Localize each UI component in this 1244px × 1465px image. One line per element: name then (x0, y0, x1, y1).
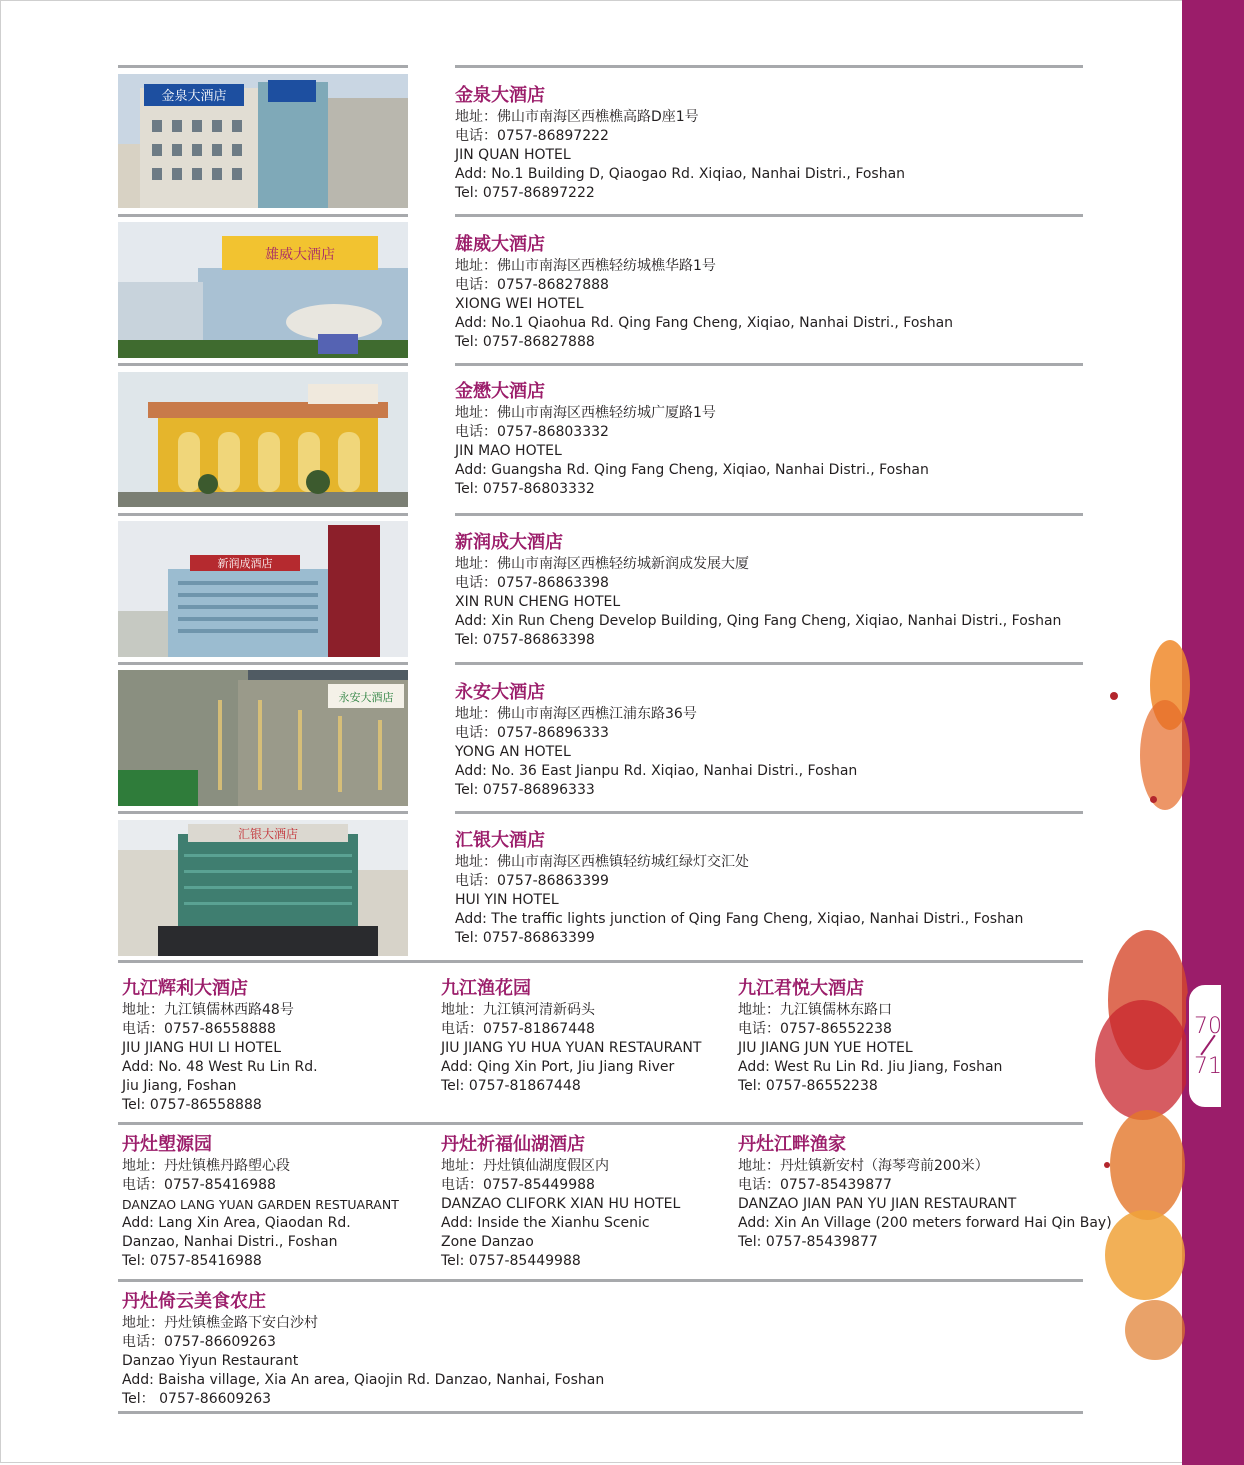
hotel-address-cn: 地址：佛山市南海区西樵樵高路D座1号 (455, 109, 699, 125)
listing-line: Tel: 0757-85416988 (122, 1253, 262, 1269)
listing-line: Tel: 0757-86558888 (122, 1097, 262, 1113)
divider (118, 960, 1083, 963)
listing-line: DANZAO JIAN PAN YU JIAN RESTAURANT (738, 1196, 1017, 1212)
listing-line: Tel： 0757-86609263 (122, 1391, 272, 1407)
listing-line: 地址：丹灶镇仙湖度假区内 (441, 1158, 609, 1174)
listing-line: 电话：0757-85449988 (441, 1177, 595, 1193)
hotel-address-en: Add: The traffic lights junction of Qing Fang Cheng, Xiqiao, Nanhai Distri., Foshan (455, 911, 1024, 927)
listing-line: 电话：0757-85416988 (122, 1177, 276, 1193)
listing-line: Tel: 0757-81867448 (441, 1078, 581, 1094)
hotel-photo-jin-mao (118, 372, 408, 507)
divider (455, 513, 1083, 516)
listing-line: 电话：0757-81867448 (441, 1021, 595, 1037)
hotel-name-en: XIN RUN CHENG HOTEL (455, 594, 621, 610)
listing-line: 地址：丹灶镇樵丹路塱心段 (122, 1158, 290, 1174)
hotel-sign-text: 雄威大酒店 (265, 247, 335, 263)
divider (118, 1279, 1083, 1282)
listing-line: Tel: 0757-85439877 (738, 1234, 878, 1250)
hotel-phone-cn: 电话：0757-86827888 (455, 277, 609, 293)
hotel-photo-jin-quan (118, 74, 408, 208)
hotel-phone-cn: 电话：0757-86863399 (455, 873, 609, 889)
hotel-name: 金懋大酒店 (455, 381, 545, 402)
hotel-name: 永安大酒店 (455, 682, 545, 703)
listing-line: 电话：0757-86558888 (122, 1021, 276, 1037)
listing-line: 地址：九江镇河清新码头 (441, 1002, 595, 1018)
hotel-address-cn: 地址：佛山市南海区西樵镇轻纺城红绿灯交汇处 (455, 854, 749, 870)
listing-name: 丹灶倚云美食农庄 (122, 1291, 266, 1312)
listing-name: 九江辉利大酒店 (122, 978, 248, 999)
listing-line: 地址：九江镇儒林西路48号 (122, 1002, 294, 1018)
hotel-name-en: JIN MAO HOTEL (455, 443, 562, 459)
listing-line: Add: Xin An Village (200 meters forward Hai Qin Bay) (738, 1215, 1112, 1231)
hotel-sign-text: 汇银大酒店 (237, 827, 299, 841)
hotel-name-en: YONG AN HOTEL (455, 744, 571, 760)
divider (118, 1122, 1083, 1125)
listing-line: JIU JIANG HUI LI HOTEL (122, 1040, 282, 1056)
listing-jiu-jiang-yu-hua-yuan (441, 977, 701, 1096)
hotel-photo-yong-an (118, 670, 408, 806)
hotel-name: 雄威大酒店 (455, 234, 545, 255)
hotel-phone-en: Tel: 0757-86827888 (455, 334, 595, 350)
hotel-sign-text: 永安大酒店 (338, 691, 394, 704)
hotel-entry-yong-an (455, 681, 857, 800)
hotel-name-en: XIONG WEI HOTEL (455, 296, 584, 312)
listing-line: 地址：丹灶镇新安村（海琴弯前200米） (738, 1158, 989, 1174)
listing-line: Danzao Yiyun Restaurant (122, 1353, 299, 1369)
hotel-entry-xin-run-cheng (455, 531, 1061, 650)
hotel-address-cn: 地址：佛山市南海区西樵轻纺城新润成发展大厦 (455, 556, 749, 572)
divider (118, 811, 408, 814)
page-sidebar (1182, 0, 1244, 1465)
listing-name: 丹灶祈福仙湖酒店 (441, 1134, 585, 1155)
hotel-address-en: Add: No. 36 East Jianpu Rd. Xiqiao, Nanhai Distri., Foshan (455, 763, 858, 779)
listing-line: DANZAO CLIFORK XIAN HU HOTEL (441, 1196, 681, 1212)
divider (118, 662, 408, 665)
hotel-photo-hui-yin (118, 820, 408, 956)
hotel-entry-hui-yin (455, 829, 1023, 948)
listing-danzao-yiyun (122, 1290, 604, 1409)
hotel-entry-xiong-wei (455, 233, 953, 352)
listing-line: Add: Lang Xin Area, Qiaodan Rd. (122, 1215, 351, 1231)
divider (118, 214, 408, 217)
listing-line: Zone Danzao (441, 1234, 534, 1250)
divider (118, 65, 408, 68)
hotel-address-cn: 地址：佛山市南海区西樵轻纺城广厦路1号 (455, 405, 716, 421)
listing-line: 电话：0757-86552238 (738, 1021, 892, 1037)
hotel-name: 金泉大酒店 (455, 85, 545, 106)
hotel-photo-xiong-wei (118, 222, 408, 358)
listing-name: 丹灶江畔渔家 (738, 1134, 846, 1155)
divider (455, 214, 1083, 217)
listing-jiu-jiang-hui-li (122, 977, 318, 1115)
listing-line: JIU JIANG JUN YUE HOTEL (738, 1040, 913, 1056)
listing-name: 九江渔花园 (441, 978, 531, 999)
hotel-address-en: Add: Xin Run Cheng Develop Building, Qing Fang Cheng, Xiqiao, Nanhai Distri., Foshan (455, 613, 1062, 629)
listing-jiu-jiang-jun-yue (738, 977, 1002, 1096)
listing-line: Add: No. 48 West Ru Lin Rd. (122, 1059, 318, 1075)
hotel-address-en: Add: No.1 Building D, Qiaogao Rd. Xiqiao, Nanhai Distri., Foshan (455, 166, 906, 182)
listing-line: Add: West Ru Lin Rd. Jiu Jiang, Foshan (738, 1059, 1003, 1075)
hotel-name: 新润成大酒店 (455, 532, 563, 553)
hotel-name: 汇银大酒店 (455, 830, 545, 851)
hotel-phone-cn: 电话：0757-86803332 (455, 424, 609, 440)
hotel-address-cn: 地址：佛山市南海区西樵轻纺城樵华路1号 (455, 258, 716, 274)
hotel-phone-en: Tel: 0757-86863398 (455, 632, 595, 648)
listing-line: 电话：0757-86609263 (122, 1334, 276, 1350)
divider (455, 65, 1083, 68)
listing-name: 丹灶塱源园 (122, 1134, 212, 1155)
listing-line: DANZAO LANG YUAN GARDEN RESTUARANT (122, 1197, 399, 1212)
page-number-left: 70 (1194, 1014, 1222, 1039)
listing-danzao-lang-yuan (122, 1133, 399, 1271)
listing-line: Jiu Jiang, Foshan (122, 1078, 237, 1094)
hotel-phone-cn: 电话：0757-86897222 (455, 128, 609, 144)
hotel-phone-en: Tel: 0757-86897222 (455, 185, 595, 201)
listing-line: 地址：九江镇儒林东路口 (738, 1002, 892, 1018)
divider (118, 363, 408, 366)
listing-name: 九江君悦大酒店 (738, 978, 864, 999)
hotel-entry-jin-quan (455, 84, 905, 203)
listing-line: Danzao, Nanhai Distri., Foshan (122, 1234, 338, 1250)
hotel-phone-en: Tel: 0757-86896333 (455, 782, 595, 798)
listing-line: Add: Inside the Xianhu Scenic (441, 1215, 650, 1231)
listing-line: Tel: 0757-86552238 (738, 1078, 878, 1094)
hotel-address-en: Add: Guangsha Rd. Qing Fang Cheng, Xiqiao, Nanhai Distri., Foshan (455, 462, 929, 478)
hotel-name-en: JIN QUAN HOTEL (455, 147, 571, 163)
listing-line: 电话：0757-85439877 (738, 1177, 892, 1193)
listing-line: Add: Baisha village, Xia An area, Qiaojin Rd. Danzao, Nanhai, Foshan (122, 1372, 605, 1388)
divider (455, 363, 1083, 366)
hotel-sign-text: 金泉大酒店 (161, 89, 227, 104)
hotel-address-cn: 地址：佛山市南海区西樵江浦东路36号 (455, 706, 697, 722)
hotel-sign-text: 新润成酒店 (217, 557, 273, 570)
hotel-phone-cn: 电话：0757-86896333 (455, 725, 609, 741)
hotel-entry-jin-mao (455, 380, 929, 499)
listing-line: 地址：丹灶镇樵金路下安白沙村 (122, 1315, 318, 1331)
hotel-name-en: HUI YIN HOTEL (455, 892, 559, 908)
listing-line: JIU JIANG YU HUA YUAN RESTAURANT (441, 1040, 702, 1056)
divider (118, 1411, 1083, 1414)
divider (455, 662, 1083, 665)
hotel-phone-en: Tel: 0757-86863399 (455, 930, 595, 946)
divider (455, 811, 1083, 814)
listing-line: Tel: 0757-85449988 (441, 1253, 581, 1269)
hotel-photo-xin-run-cheng (118, 521, 408, 657)
listing-danzao-clifork (441, 1133, 680, 1271)
listing-line: Add: Qing Xin Port, Jiu Jiang River (441, 1059, 675, 1075)
hotel-address-en: Add: No.1 Qiaohua Rd. Qing Fang Cheng, Xiqiao, Nanhai Distri., Foshan (455, 315, 954, 331)
divider (118, 513, 408, 516)
listing-danzao-jian-pan (738, 1133, 1112, 1252)
hotel-phone-cn: 电话：0757-86863398 (455, 575, 609, 591)
hotel-phone-en: Tel: 0757-86803332 (455, 481, 595, 497)
page-number-right: 71 (1194, 1054, 1222, 1079)
